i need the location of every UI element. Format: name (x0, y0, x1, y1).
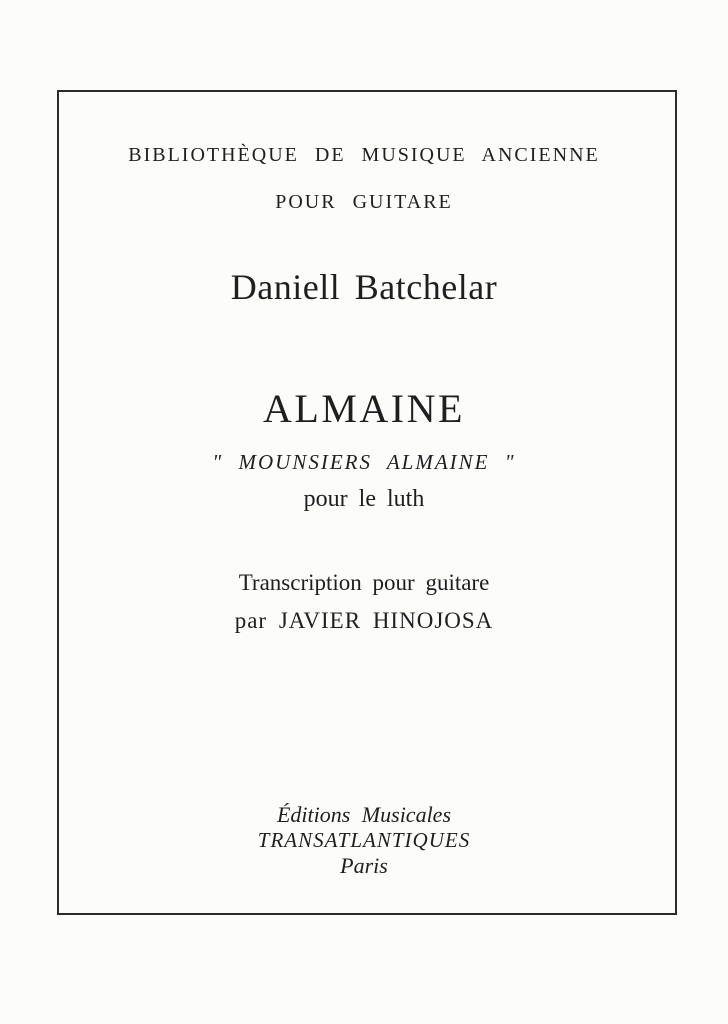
publisher-city: Paris (340, 853, 388, 878)
work-subtitle: " MOUNSIERS ALMAINE " (212, 450, 516, 474)
series-title-line2: POUR GUITARE (275, 191, 453, 213)
composer-name: Daniell Batchelar (230, 267, 498, 307)
transcription-line2: par JAVIER HINOJOSA (234, 608, 494, 633)
series-title-line1: BIBLIOTHÈQUE DE MUSIQUE ANCIENNE (128, 144, 600, 166)
publisher-name-line2: TRANSATLANTIQUES (257, 828, 471, 852)
publisher-name-line1: Éditions Musicales (276, 802, 452, 827)
transcription-line1: Transcription pour guitare (238, 570, 490, 595)
work-title: ALMAINE (263, 386, 465, 431)
instrument-note: pour le luth (303, 486, 425, 512)
